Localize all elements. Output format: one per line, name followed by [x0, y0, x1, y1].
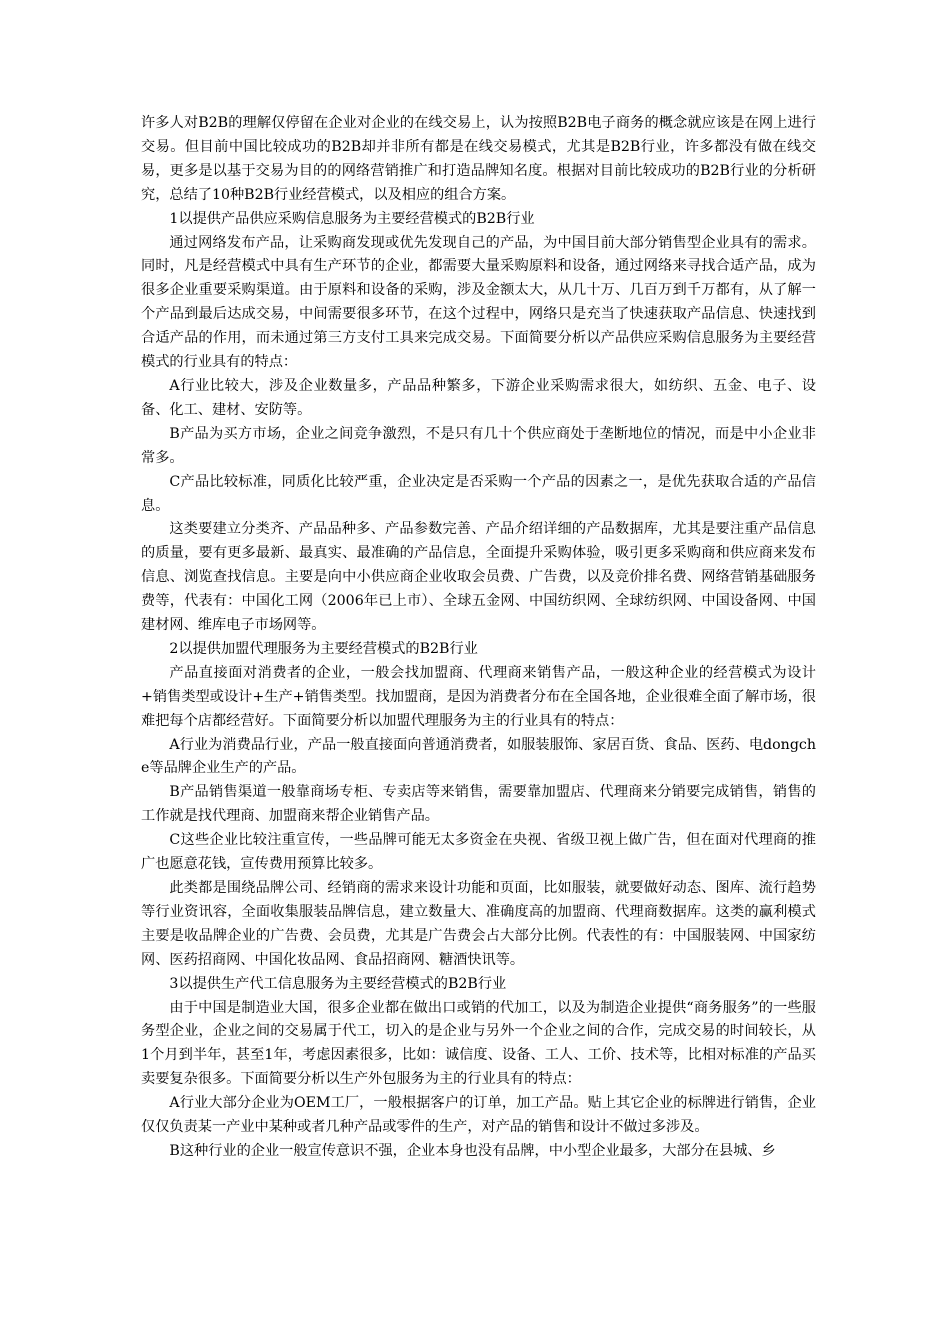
section-2-summary: 此类都是围绕品牌公司、经销商的需求来设计功能和页面，比如服装，就要做好动态、图库、流行趋势等行业资讯容，全面收集服装品牌信息，建立数量大、准确度高的加盟商、代理商数据库。这类的赢利模式主要是收品牌企业的广告费、会员费，尤其是广告费会占大部分比例。代表性的有：中国服装网、中国家纺网、医药招商网、中国化妆品网、食品招商网、糖酒快讯等。 — [141, 880, 816, 968]
intro-paragraph: 许多人对B2B的理解仅停留在企业对企业的在线交易上，认为按照B2B电子商务的概念就应该是在网上进行交易。但目前中国比较成功的B2B却并非所有都是在线交易模式，尤其是B2B行业，许多都没有做在线交易，更多是以基于交易为目的的网络营销推广和打造品牌知名度。根据对目前比较成功的B2B行业的分析研究，总结了10种B2B行业经营模式，以及相应的组合方案。 — [141, 115, 816, 203]
section-1-feature-a: A行业比较大，涉及企业数量多，产品品种繁多，下游企业采购需求很大，如纺织、五金、电子、设备、化工、建材、安防等。 — [141, 377, 816, 418]
section-heading-2: 2以提供加盟代理服务为主要经营模式的B2B行业 — [169, 640, 478, 657]
section-2-feature-c: C这些企业比较注重宣传，一些品牌可能无太多资金在央视、省级卫视上做广告，但在面对代理商的推广也愿意花钱，宣传费用预算比较多。 — [141, 832, 816, 873]
section-3-intro: 由于中国是制造业大国，很多企业都在做出口或销的代加工，以及为制造企业提供“商务服务”的一些服务型企业，企业之间的交易属于代工，切入的是企业与另外一个企业之间的合作，完成交易的时间较长，从1个月到半年，甚至1年，考虑因素很多，比如：诚信度、设备、工人、工价、技术等，比相对标准的产品买卖要复杂很多。下面简要分析以生产外包服务为主的行业具有的特点： — [141, 999, 816, 1088]
section-2-feature-a: A行业为消费品行业，产品一般直接面向普通消费者，如服装服饰、家居百货、食品、医药、电dongche等品牌企业生产的产品。 — [141, 736, 816, 777]
section-1-intro: 通过网络发布产品，让采购商发现或优先发现自己的产品，为中国目前大部分销售型企业具有的需求。同时，凡是经营模式中具有生产环节的企业，都需要大量采购原料和设备，通过网络来寻找合适产品，成为很多企业重要采购渠道。由于原料和设备的采购，涉及金额太大，从几十万、几百万到千万都有，从了解一个产品到最后达成交易，中间需要很多环节，在这个过程中，网络只是充当了快速获取产品信息、快速找到合适产品的作用，而未通过第三方支付工具来完成交易。下面简要分析以产品供应采购信息服务为主要经营模式的行业具有的特点： — [141, 234, 816, 371]
document-body — [141, 112, 816, 1164]
section-1-feature-c: C产品比较标准，同质化比较严重，企业决定是否采购一个产品的因素之一，是优先获取合适的产品信息。 — [141, 473, 816, 514]
section-3-feature-b: B这种行业的企业一般宣传意识不强，企业本身也没有品牌，中小型企业最多，大部分在县城、乡 — [169, 1142, 776, 1159]
section-2-feature-b: B产品销售渠道一般靠商场专柜、专卖店等来销售，需要靠加盟店、代理商来分销要完成销售，销售的工作就是找代理商、加盟商来帮企业销售产品。 — [141, 784, 816, 825]
section-2-intro: 产品直接面对消费者的企业，一般会找加盟商、代理商来销售产品，一般这种企业的经营模式为设计+销售类型或设计+生产+销售类型。找加盟商，是因为消费者分布在全国各地，企业很难全面了解市场，很难把每个店都经营好。下面简要分析以加盟代理服务为主的行业具有的特点： — [141, 664, 816, 729]
section-heading-1: 1以提供产品供应采购信息服务为主要经营模式的B2B行业 — [169, 210, 535, 227]
section-1-feature-b: B产品为买方市场，企业之间竞争激烈，不是只有几十个供应商处于垄断地位的情况，而是中小企业非常多。 — [141, 425, 816, 466]
section-heading-3: 3以提供生产代工信息服务为主要经营模式的B2B行业 — [169, 975, 507, 992]
section-3-feature-a: A行业大部分企业为OEM工厂，一般根据客户的订单，加工产品。贴上其它企业的标牌进行销售，企业仅仅负责某一产业中某种或者几种产品或零件的生产，对产品的销售和设计不做过多涉及。 — [141, 1095, 816, 1136]
section-1-summary: 这类要建立分类齐、产品品种多、产品参数完善、产品介绍详细的产品数据库，尤其是要注重产品信息的质量，要有更多最新、最真实、最准确的产品信息，全面提升采购体验，吸引更多采购商和供应商来发布信息、浏览查找信息。主要是向中小供应商企业收取会员费、广告费，以及竞价排名费、网络营销基础服务费等，代表有：中国化工网（2006年已上市）、全球五金网、中国纺织网、全球纺织网、中国设备网、中国建材网、维库电子市场网等。 — [141, 521, 816, 634]
